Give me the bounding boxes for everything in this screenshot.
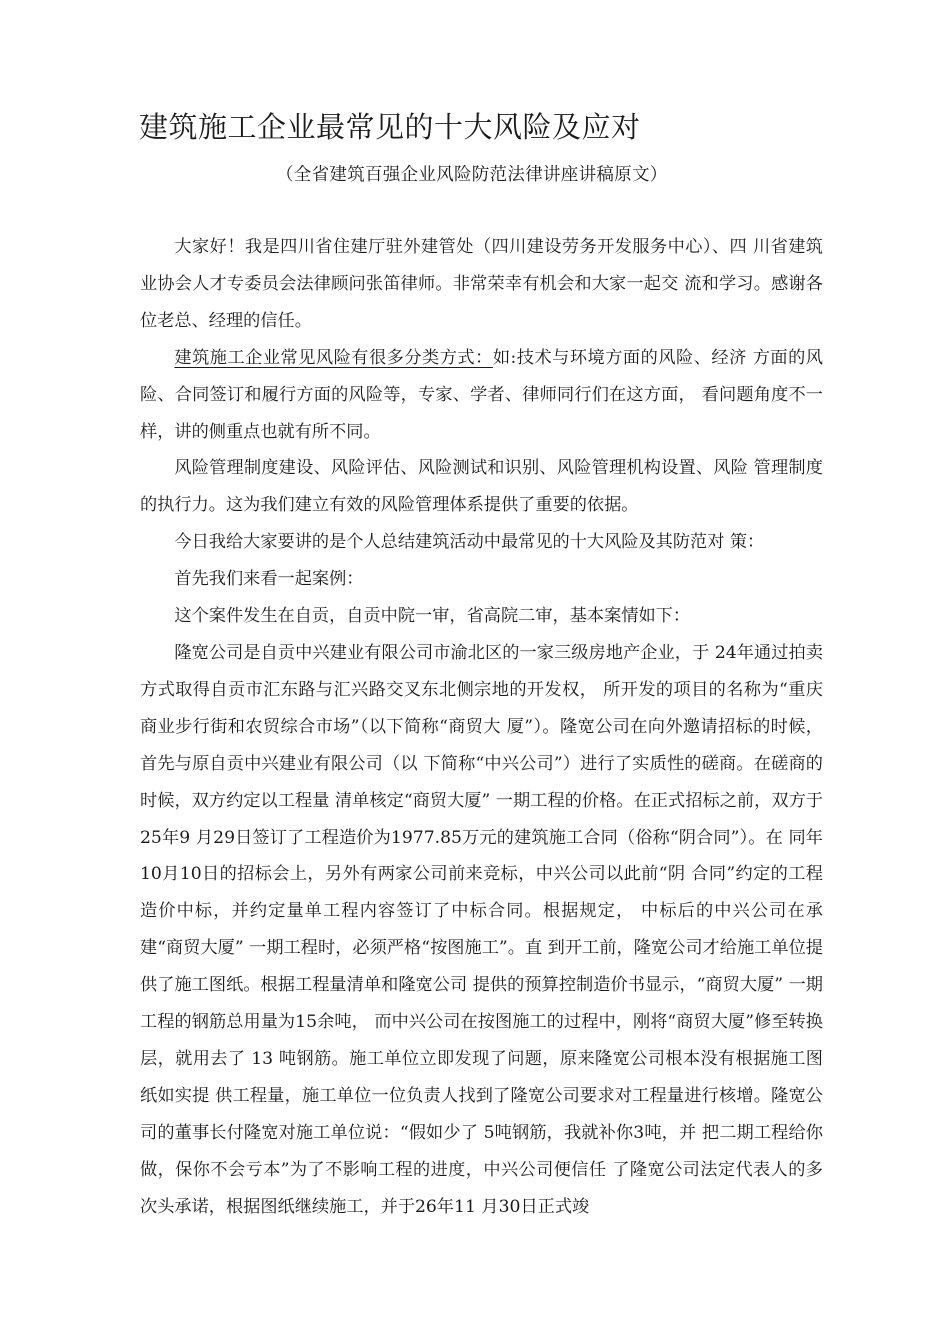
document-title: 建筑施工企业最常见的十大风险及应对	[139, 110, 641, 144]
paragraph-risk-categories-text: 如:技术与环境方面的风险、经济 方面的风险、合同签订和履行方面的风险等，专家、学者、律师同行们在这方面， 看问题角度不一样，讲的侧重点也就有所不同。	[140, 347, 823, 442]
document-body	[140, 229, 823, 1225]
paragraph-case-details: 隆宽公司是自贡中兴建业有限公司市渝北区的一家三级房地产企业，于 24年通过拍卖方式取得自贡市汇东路与汇兴路交叉东北侧宗地的开发权， 所开发的项目的名称为“重庆商业步行街和农贸综合市场”（以下简称“商贸大 厦”）。隆宽公司在向外邀请招标的时候，首先与原自贡中兴建业有限公司（以 下简称“中兴公司”）进行了实质性的磋商。在磋商的时候，双方约定以工程量 清单核定“商贸大厦” 一期工程的价格。在正式招标之前，双方于25年9 月29日签订了工程造价为1977.85万元的建筑施工合同（俗称“阴合同”）。在 同年10月10日的招标会上，另外有两家公司前来竞标，中兴公司以此前“阴 合同”约定的工程造价中标，并约定量单工程内容签订了中标合同。根据规定， 中标后的中兴公司在承建“商贸大厦” 一期工程时，必须严格“按图施工”。直 到开工前，隆宽公司才给施工单位提供了施工图纸。根据工程量清单和隆宽公司 提供的预算控制造价书显示，“商贸大厦” 一期工程的钢筋总用量为15余吨， 而中兴公司在按图施工的过程中，刚将“商贸大厦”修至转换层，就用去了 13 吨钢筋。施工单位立即发现了问题，原来隆宽公司根本没有根据施工图纸如实提 供工程量，施工单位一位负责人找到了隆宽公司要求对工程量进行核增。隆宽公 司的董事长付隆宽对施工单位说：“假如少了 5吨钢筋，我就补你3吨，并 把二期工程给你做，保你不会亏本”为了不影响工程的进度，中兴公司便信任 了隆宽公司法定代表人的多次头承诺，根据图纸继续施工，并于26年11 月30日正式竣	[140, 642, 823, 1217]
paragraph-risk-management: 风险管理制度建设、风险评估、风险测试和识别、风险管理机构设置、风险 管理制度的执行力。这为我们建立有效的风险管理体系提供了重要的依据。	[140, 458, 823, 516]
paragraph-topic: 今日我给大家要讲的是个人总结建筑活动中最常见的十大风险及其防范对 策：	[174, 532, 765, 553]
paragraph-case-intro: 首先我们来看一起案例：	[174, 569, 364, 590]
paragraph-greeting: 大家好！我是四川省住建厅驻外建管处（四川建设劳务开发服务中心）、四 川省建筑业协会人才专委员会法律顾问张笛律师。非常荣幸有机会和大家一起交 流和学习。感谢各位老总、经理的信任。	[140, 237, 823, 331]
paragraph-case-location: 这个案件发生在自贡，自贡中院一审，省高院二审，基本案情如下：	[174, 606, 691, 627]
underlined-lead: 建筑施工企业常见风险有很多分类方式：	[174, 347, 493, 368]
paragraph-risk-categories	[140, 340, 823, 451]
document-subtitle: （全省建筑百强企业风险防范法律讲座讲稿原文）	[276, 165, 668, 185]
